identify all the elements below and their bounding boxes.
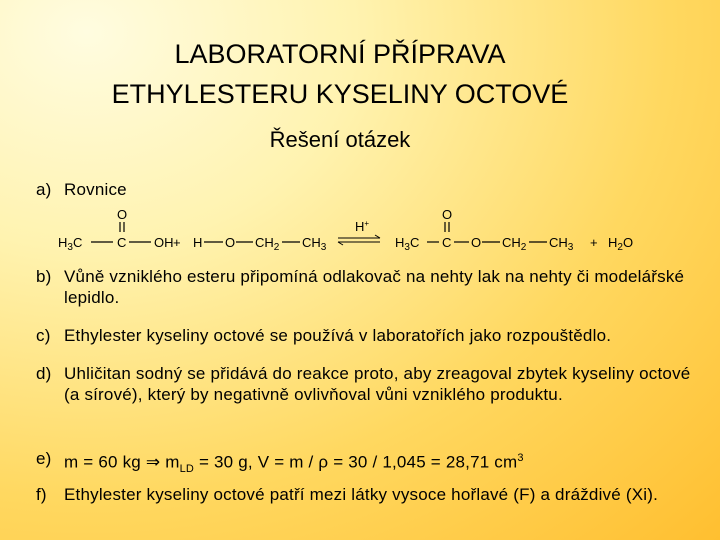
eq-catalyst: H+ [355, 219, 370, 234]
item-a [36, 179, 706, 200]
eq-carbonyl-o-1: O [116, 207, 128, 222]
eq-oh: OH [154, 235, 174, 250]
eq-ch2-1: $CH_2$ [255, 235, 280, 253]
page-title-line-1: LABORATORNÍ PŘÍPRAVA [174, 39, 506, 69]
page-title-line-2: ETHYLESTERU KYSELINY OCTOVÉ [111, 79, 569, 109]
item-b-label: b) [36, 267, 52, 286]
eq-h2o: $H_2O$ [608, 235, 634, 253]
item-c-label: c) [36, 326, 51, 345]
subtitle: Řešení otázek [269, 127, 411, 152]
item-e [36, 448, 706, 480]
item-c [36, 325, 706, 346]
eq-plus-2: + [590, 235, 598, 250]
item-c-text: Ethylester kyseliny octové se používá v laboratořích jako rozpouštědlo. [64, 326, 612, 345]
item-e-text: m = 60 kg ⇒ $m_{LD} = 30$ g, V = m / ρ = 30 / 1,045 = 28,71 $cm^3$ [64, 452, 524, 476]
item-d-text: Uhličitan sodný se přidává do reakce proto, aby zreagoval zbytek kyseliny octové (a sírové), který by negativně ovlivňoval vůni vzniklého produktu. [64, 364, 691, 404]
eq-h: H [193, 235, 203, 250]
reaction-equation [55, 205, 655, 255]
item-d-label: d) [36, 364, 52, 383]
item-e-label: e) [36, 449, 52, 468]
item-a-label: a) [36, 180, 52, 199]
eq-ch3-1: $CH_3$ [302, 235, 327, 253]
eq-o-link-2: O [471, 235, 482, 250]
eq-carbon-2: C [442, 235, 452, 250]
item-d [36, 363, 706, 405]
eq-plus-1: + [173, 235, 181, 250]
eq-carbon-1: C [117, 235, 127, 250]
eq-o-link-1: O [225, 235, 236, 250]
item-b-text: Vůně vzniklého esteru připomíná odlakovač na nehty lak na nehty či modelářské lepidlo. [64, 267, 685, 307]
item-f [36, 484, 706, 505]
eq-ch2-2: $CH_2$ [502, 235, 527, 253]
item-a-text: Rovnice [64, 180, 127, 199]
eq-h3c-2: $H_3C$ [395, 235, 420, 253]
eq-h3c-1: $H_3C$ [58, 235, 83, 253]
item-b [36, 266, 706, 308]
item-f-label: f) [36, 485, 47, 504]
eq-carbonyl-o-2: O [441, 207, 453, 222]
eq-ch3-2: $CH_3$ [549, 235, 574, 253]
item-f-text: Ethylester kyseliny octové patří mezi látky vysoce hořlavé (F) a dráždivé (Xi). [64, 485, 658, 504]
